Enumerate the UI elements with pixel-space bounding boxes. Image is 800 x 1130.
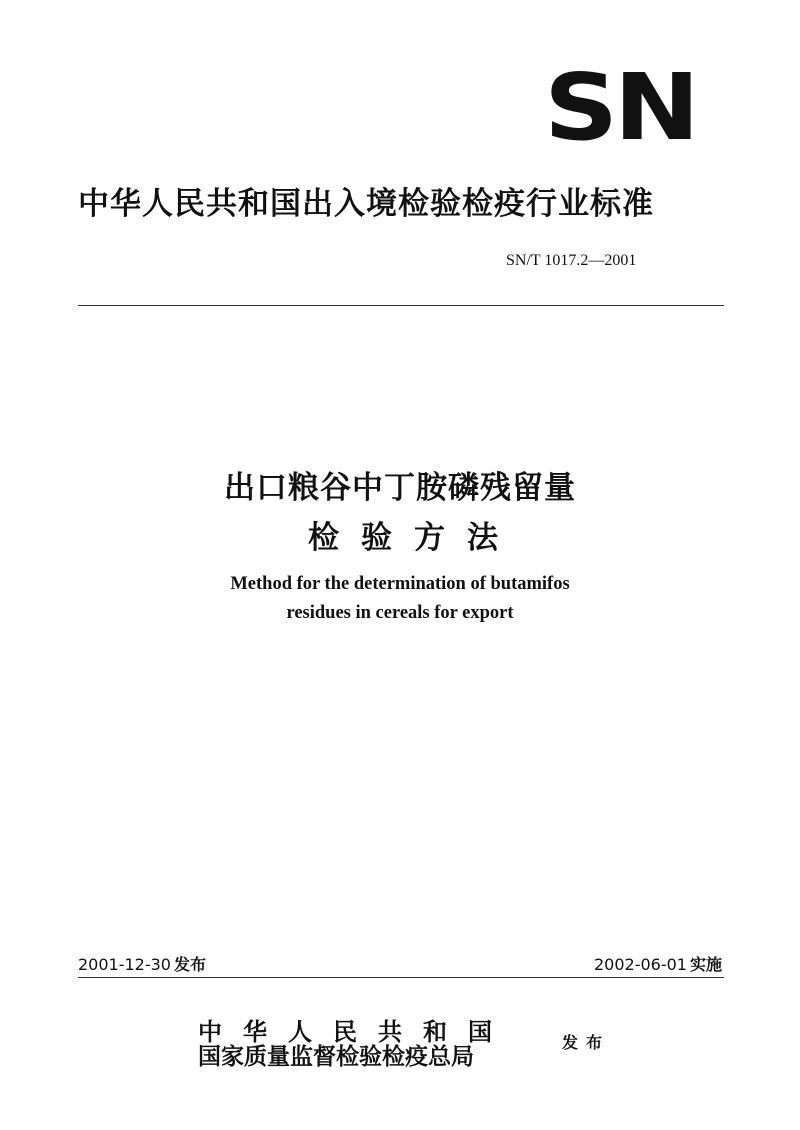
top-divider (78, 305, 724, 306)
bottom-divider (78, 977, 724, 978)
effective-date-block (594, 952, 722, 975)
title-cn-line1: 出口粮谷中丁胺磷残留量 (224, 470, 576, 506)
publish-label: 发布 (562, 1033, 611, 1052)
issue-label: 发布 (173, 955, 206, 974)
effective-label: 实施 (689, 955, 722, 974)
issue-date: 2001-12-30 (78, 955, 171, 974)
issuer-line1: 中华人民共和国 (198, 1017, 513, 1046)
issuer-line2: 国家质量监督检验检疫总局 (198, 1043, 474, 1070)
sn-logo: SN (544, 54, 696, 161)
title-en-line2: residues in cereals for export (286, 603, 514, 623)
standard-number: SN/T 1017.2—2001 (506, 252, 637, 269)
effective-date: 2002-06-01 (594, 955, 687, 974)
issue-date-block (78, 952, 206, 975)
header-title: 中华人民共和国出入境检验检疫行业标准 (78, 186, 654, 222)
title-cn-line2: 检验方法 (308, 520, 520, 556)
title-en-line1: Method for the determination of butamifos (230, 574, 570, 594)
